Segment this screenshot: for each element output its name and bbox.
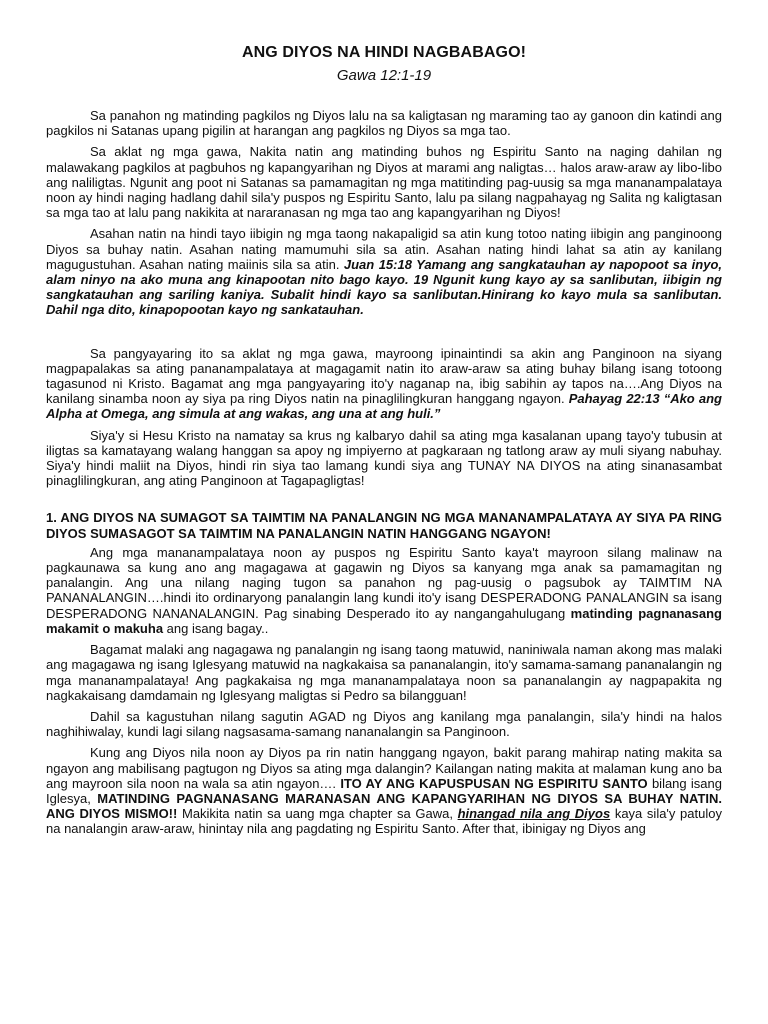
- document-page: [46, 44, 722, 843]
- paragraph-4: [46, 346, 722, 422]
- paragraph-2: Sa aklat ng mga gawa, Nakita natin ang matinding buhos ng Espiritu Santo na naging dahilan ng malawakang pagkilos at pagbuhos ng kapangyarihan ng Diyos at marami ang naligtas… halos araw-araw ay libo-libo ang naliligtas. Ngunit ang poot ni Satanas sa pamamagitan ng mga matitinding pag-uusig sa mga mananampalataya noon ay hindi naging hadlang dahil sila'y puspos ng Espiritu Santo, lalu pa silang nagpahayag ng Salita ng kaligtasan sa mga tao at lalu pang nakikita at nararanasan ng mga tao ang kapangyarihan ng Diyos!: [46, 144, 722, 221]
- paragraph-9: [46, 745, 722, 836]
- paragraph-6-text: Ang mga mananampalataya noon ay puspos ng Espiritu Santo kaya't mayroon silang malinaw na pagkaunawa sa kung ano ang magagawa at gagawin ng Diyos sa kanyang mga anak sa pamamagitan ng panalangin. Ang una nilang naging tugon sa panahon ng pag-uusig o pagsubok ay TAIMTIM NA PANANALANGIN….hindi ito ordinaryong panalangin lang kundi ito'y isang DESPERADONG PANALANGIN sa isang DESPERADONG NANANALANGIN. Pag sinabing Desperado ito ay nangangahulugang: [46, 544, 722, 621]
- paragraph-9-text: Kung ang Diyos nila noon ay Diyos pa rin natin hanggang ngayon, bakit parang mahirap nating makita sa ngayon ang mabilisang pagtugon ng Diyos sa ating mga dalangin? Kailangan nating makita at malaman kung ano ba ang mayroon sila noon na wala sa atin ngayon….: [46, 745, 722, 791]
- paragraph-9-mid: bilang isang Iglesya,: [46, 775, 722, 806]
- paragraph-9-bold-1: ITO AY ANG KAPUSPUSAN NG ESPIRITU SANTO: [340, 775, 648, 791]
- paragraph-8: Dahil sa kagustuhan nilang sagutin AGAD ng Diyos ang kanilang mga panalangin, sila'y hindi na halos naghihiwalay, kundi lagi silang nagsasama-samang nananalangin sa Panginoon.: [46, 708, 722, 740]
- paragraph-5: Siya'y si Hesu Kristo na namatay sa krus ng kalbaryo dahil sa ating mga kasalanan upang tayo'y tubusin at iligtas sa kamatayang walang hanggan sa apoy ng impiyerno at pagkaraan ng tatlong araw ay muli siyang nabuhay. Siya'y hindi maliit na Diyos, hindi rin siya tao lamang kundi siya ang TUNAY NA DIYOS na ating sinanasambat pinaglilingkuran, ang ating Panginoon at Tagapagligtas!: [46, 427, 722, 489]
- verse-pahayag-22-13: Pahayag 22:13 “Ako ang Alpha at Omega, ang simula at ang wakas, ang una at ang huli.”: [46, 391, 722, 422]
- paragraph-3-text: Asahan natin na hindi tayo iibigin ng mga taong nakapaligid sa atin kung totoo nating iibigin ang panginoong Diyos sa buhay natin. Asahan nating mamumuhi sila sa atin. Asahan nating hindi lahat sa atin ay kanilang magugustuhan. Asahan nating maiinis sila sa atin.: [46, 226, 722, 272]
- paragraph-6-bold: matinding pagnanasang makamit o makuha: [46, 605, 722, 636]
- paragraph-6: [46, 545, 722, 636]
- paragraph-9-mid-2: Makikita natin sa uang mga chapter sa Gawa,: [177, 806, 458, 822]
- paragraph-4-text: Sa pangyayaring ito sa aklat ng mga gawa, mayroong ipinaintindi sa akin ang Panginoon na siyang magpapalakas sa ating pananampalataya at magagamit natin ito araw-araw sa ating buhay bilang isang totoong tagasunod ni Kristo. Bagamat ang mga pangyayaring ito'y naganap na, ibig sabihin ay tapos na….Ang Diyos na kanilang sinamba noon ay siya pa ring Diyos natin na pinaglilingkuran hanggang ngayon.: [46, 345, 722, 407]
- paragraph-6-end: ang isang bagay..: [163, 620, 269, 636]
- page-title: ANG DIYOS NA HINDI NAGBABAGO!: [241, 44, 527, 61]
- paragraph-9-underline: hinangad nila ang Diyos: [457, 806, 611, 822]
- scripture-reference: Gawa 12:1-19: [336, 67, 432, 84]
- section-heading-1: 1. ANG DIYOS NA SUMAGOT SA TAIMTIM NA PANALANGIN NG MGA MANANAMPALATAYA AY SIYA PA RING DIYOS SUMASAGOT SA TAIMTIM NA PANALANGIN NATIN HANGGANG NGAYON!: [46, 510, 722, 541]
- document-body: [46, 108, 722, 837]
- paragraph-9-end: kaya sila'y patuloy na nanalangin araw-araw, hinintay nila ang pagdating ng Espiritu Santo. After that, ibinigay ng Diyos ang: [46, 806, 722, 837]
- paragraph-7: Bagamat malaki ang nagagawa ng panalangin ng isang taong matuwid, naniniwala naman akong mas malaki ang magagawa ng isang Iglesyang matuwid na nagkakaisa sa pananalangin, ito'y samama-samang pananalangin ng mga mananampalataya! Ang pagkakaisa ng mga mananampalataya noon sa pananalangin ay nagpapakita ng nagkakaisang damdamain ng Iglesyang maligtas si Pedro sa bilangguan!: [46, 642, 722, 703]
- paragraph-1: Sa panahon ng matinding pagkilos ng Diyos lalu na sa kaligtasan ng maraming tao ay ganoon din katindi ang pagkilos ni Satanas upang pigilin at harangan ang pagkilos ng Diyos sa mga tao.: [46, 108, 722, 139]
- paragraph-3: [46, 226, 722, 317]
- paragraph-9-bold-2: MATINDING PAGNANASANG MARANASAN ANG KAPANGYARIHAN NG DIYOS SA BUHAY NATIN. ANG DIYOS MISMO!!: [46, 790, 722, 822]
- verse-juan-15-18: Juan 15:18 Yamang ang sangkatauhan ay napopoot sa inyo, alam ninyo na ako muna ang kinapootan nito bago kayo. 19 Ngunit kung kayo ay sa sanlibutan, iibigin ng sangkatauhan ang sariling kaniya. Subalit hindi kayo sa sanlibutan.Hinirang ko kayo mula sa sanlibutan. Dahil nga dito, kinapopootan kayo ng sankatauhan.: [46, 256, 722, 318]
